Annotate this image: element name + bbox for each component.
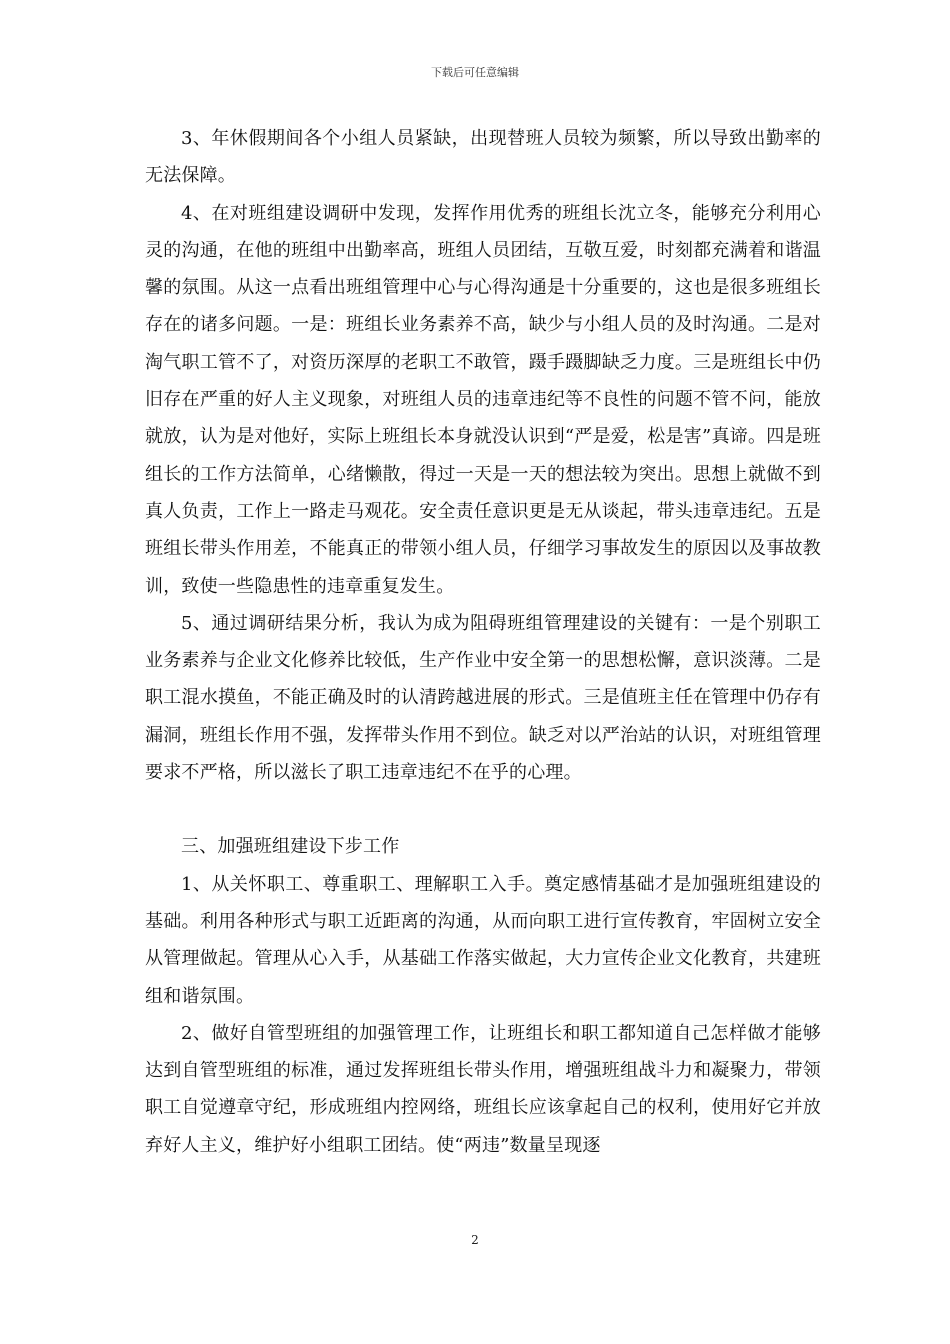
paragraph-item-4: 4、在对班组建设调研中发现，发挥作用优秀的班组长沈立冬，能够充分利用心灵的沟通，在他的班组中出勤率高，班组人员团结，互敬互爱，时刻都充满着和谐温馨的氛围。从这一点看出班组管理中心与心得沟通是十分重要的，这也是很多班组长存在的诸多问题。一是：班组长业务素养不高，缺少与小组人员的及时沟通。二是对淘气职工管不了，对资历深厚的老职工不敢管，蹑手蹑脚缺乏力度。三是班组长中仍旧存在严重的好人主义现象，对班组人员的违章违纪等不良性的问题不管不问，能放就放，认为是对他好，实际上班组长本身就没认识到“严是爱，松是害”真谛。四是班组长的工作方法简单，心绪懒散，得过一天是一天的想法较为突出。思想上就做不到真人负责，工作上一路走马观花。安全责任意识更是无从谈起，带头违章违纪。五是班组长带头作用差，不能真正的带领小组人员，仔细学习事故发生的原因以及事故教训，致使一些隐患性的违章重复发生。 (145, 202, 821, 597)
page-number: 2 (471, 1233, 479, 1247)
document-body (145, 120, 821, 1164)
section-paragraph-2: 2、做好自管型班组的加强管理工作，让班组长和职工都知道自己怎样做才能够达到自管型班组的标准，通过发挥班组长带头作用，增强班组战斗力和凝聚力，带领职工自觉遵章守纪，形成班组内控网络，班组长应该拿起自己的权利，使用好它并放弃好人主义，维护好小组职工团结。使“两违”数量呈现逐 (145, 1022, 821, 1156)
paragraph-item-5: 5、通过调研结果分析，我认为成为阻碍班组管理建设的关键有：一是个别职工业务素养与企业文化修养比较低，生产作业中安全第一的思想松懈，意识淡薄。二是职工混水摸鱼，不能正确及时的认清跨越进展的形式。三是值班主任在管理中仍存有漏洞，班组长作用不强，发挥带头作用不到位。缺乏对以严治站的认识，对班组管理要求不严格，所以滋长了职工违章违纪不在乎的心理。 (145, 612, 821, 784)
section-heading: 三、加强班组建设下步工作 (181, 836, 400, 858)
page-header: 下载后可任意编辑 (431, 66, 519, 79)
section-paragraph-1: 1、从关怀职工、尊重职工、理解职工入手。奠定感情基础才是加强班组建设的基础。利用各种形式与职工近距离的沟通，从而向职工进行宣传教育，牢固树立安全从管理做起。管理从心入手，从基础工作落实做起，大力宣传企业文化教育，共建班组和谐氛围。 (145, 873, 821, 1007)
paragraph-item-3: 3、年休假期间各个小组人员紧缺，出现替班人员较为频繁，所以导致出勤率的无法保障。 (145, 128, 821, 187)
